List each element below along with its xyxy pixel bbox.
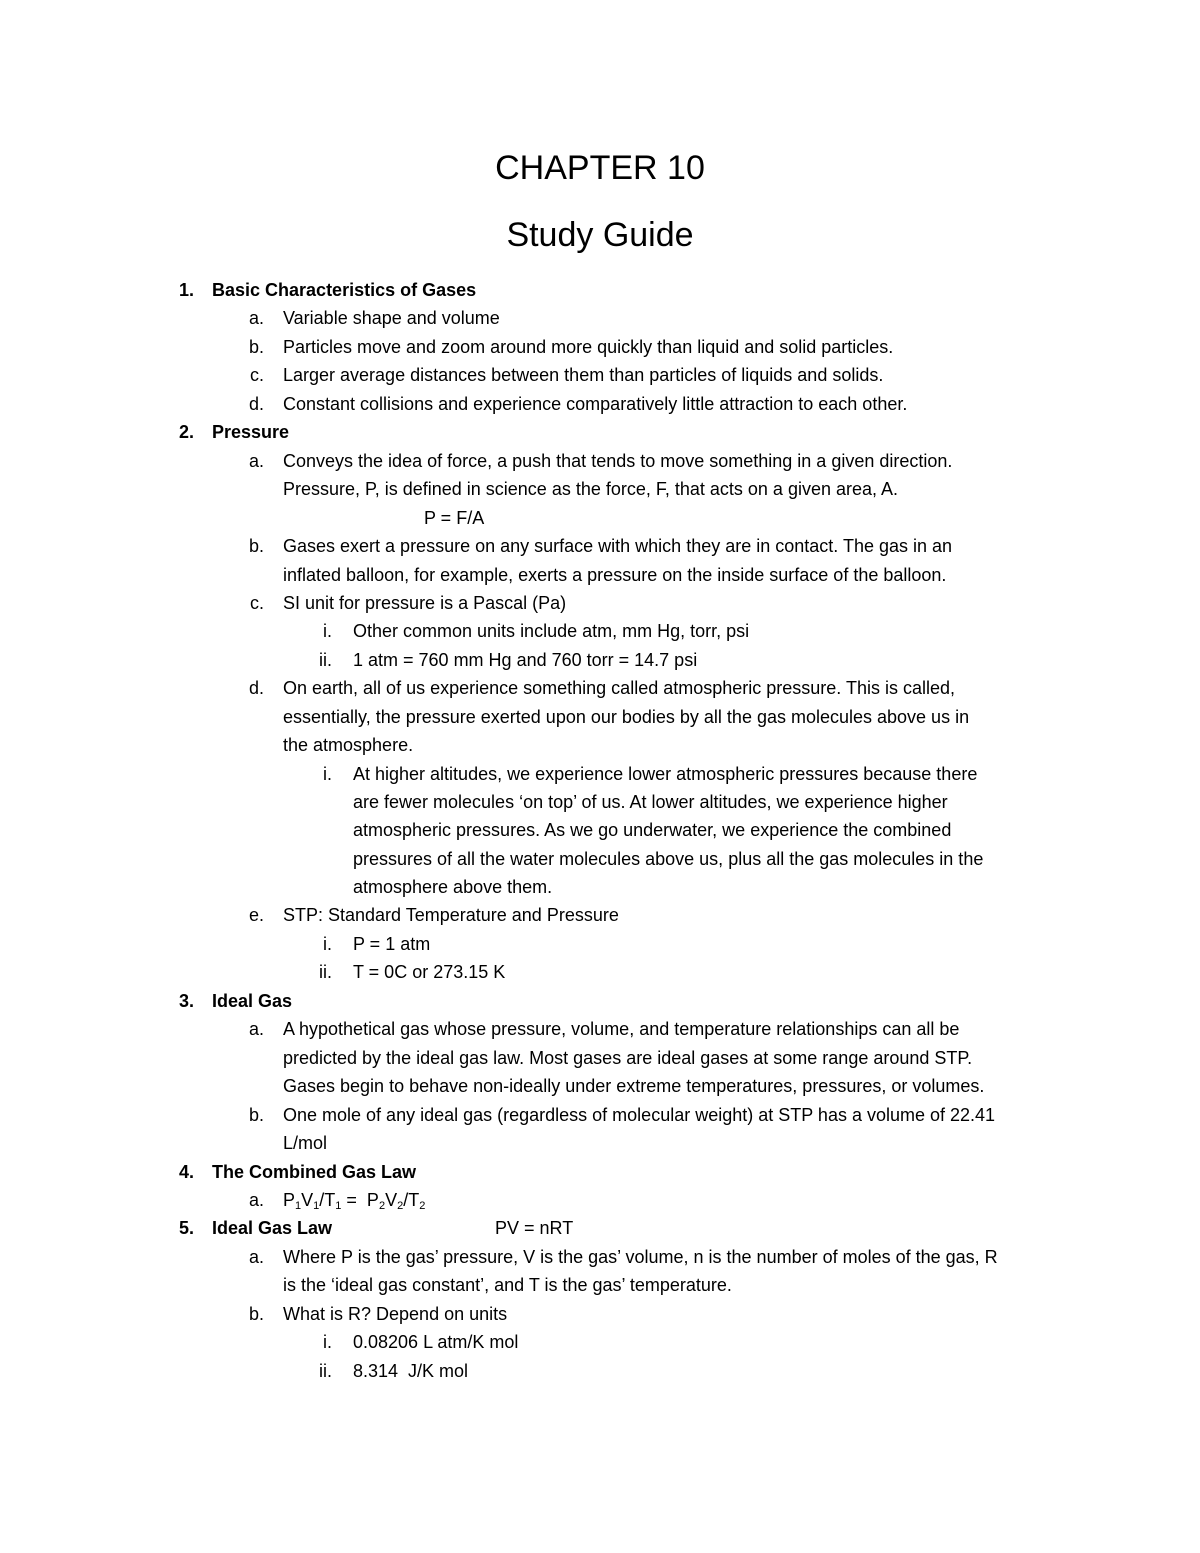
subitem-label: i. (323, 764, 332, 784)
item-text: On earth, all of us experience something called atmospheric pressure. This is called, (283, 678, 956, 698)
chapter-title: CHAPTER 10 (495, 149, 705, 187)
item-text: One mole of any ideal gas (regardless of molecular weight) at STP has a volume of 22.41 (283, 1105, 996, 1125)
item-text: Constant collisions and experience comparatively little attraction to each other. (283, 394, 908, 414)
item-label: b. (248, 337, 264, 357)
item-label: c. (249, 365, 264, 385)
subitem-label: i. (323, 1332, 332, 1352)
item-text: L/mol (283, 1133, 328, 1153)
item-label: a. (248, 451, 264, 471)
subitem-text: T = 0C or 273.15 K (353, 962, 506, 982)
item-text: Larger average distances between them than particles of liquids and solids. (283, 365, 884, 385)
section-heading: Ideal Gas (212, 991, 293, 1011)
item-text: is the ‘ideal gas constant’, and T is the gas’ temperature. (283, 1275, 732, 1295)
item-text: Pressure, P, is defined in science as the force, F, that acts on a given area, A. (283, 479, 899, 499)
combined-gas-law-formula: $P_1V_1/T_1 = P_2V_2/T_2$ (283, 1190, 426, 1212)
item-text: Where P is the gas’ pressure, V is the gas’ volume, n is the number of moles of the gas, R (283, 1247, 998, 1267)
item-text: SI unit for pressure is a Pascal (Pa) (283, 593, 567, 613)
item-text: essentially, the pressure exerted upon our bodies by all the gas molecules above us in (283, 707, 970, 727)
section-number: 5. (178, 1218, 194, 1238)
item-label: a. (248, 1190, 264, 1210)
subitem-text: 1 atm = 760 mm Hg and 760 torr = 14.7 psi (353, 650, 698, 670)
section-number: 4. (178, 1162, 194, 1182)
item-label: a. (248, 1247, 264, 1267)
item-text: Variable shape and volume (283, 308, 500, 328)
item-label: a. (248, 1019, 264, 1039)
item-text: the atmosphere. (283, 735, 414, 755)
item-text: A hypothetical gas whose pressure, volume, and temperature relationships can all be (283, 1019, 960, 1039)
subitem-text: atmosphere above them. (353, 877, 553, 897)
section-heading: Ideal Gas Law (212, 1218, 333, 1238)
section-heading: Basic Characteristics of Gases (212, 280, 477, 300)
section-number: 2. (178, 422, 194, 442)
section-number: 3. (178, 991, 194, 1011)
item-text: Gases begin to behave non-ideally under extreme temperatures, pressures, or volumes. (283, 1076, 985, 1096)
subitem-text: pressures of all the water molecules above us, plus all the gas molecules in the (353, 849, 984, 869)
item-text: predicted by the ideal gas law. Most gases are ideal gases at some range around STP. (283, 1048, 973, 1068)
subitem-label: i. (323, 934, 332, 954)
item-text: inflated balloon, for example, exerts a pressure on the inside surface of the balloon. (283, 565, 947, 585)
section-number: 1. (178, 280, 194, 300)
item-label: b. (248, 536, 264, 556)
pressure-formula: P = F/A (424, 508, 485, 528)
item-text: Gases exert a pressure on any surface with which they are in contact. The gas in an (283, 536, 953, 556)
subitem-text: 8.314 J/K mol (353, 1361, 469, 1381)
subitem-text: atmospheric pressures. As we go underwater, we experience the combined (353, 820, 952, 840)
subitem-label: i. (323, 621, 332, 641)
item-label: d. (248, 678, 264, 698)
item-label: e. (248, 905, 264, 925)
item-label: d. (248, 394, 264, 414)
item-text: What is R? Depend on units (283, 1304, 508, 1324)
subitem-text: Other common units include atm, mm Hg, torr, psi (353, 621, 750, 641)
subitem-label: ii. (319, 962, 332, 982)
section-heading: Pressure (212, 422, 290, 442)
subitem-text: 0.08206 L atm/K mol (353, 1332, 519, 1352)
item-text: Conveys the idea of force, a push that tends to move something in a given direction. (283, 451, 953, 471)
subitem-text: P = 1 atm (353, 934, 431, 954)
subitem-text: At higher altitudes, we experience lower atmospheric pressures because there (353, 764, 978, 784)
item-text: Particles move and zoom around more quickly than liquid and solid particles. (283, 337, 894, 357)
ideal-gas-law-formula: PV = nRT (495, 1218, 574, 1238)
item-label: b. (248, 1304, 264, 1324)
subitem-text: are fewer molecules ‘on top’ of us. At lower altitudes, we experience higher (353, 792, 948, 812)
section-heading: The Combined Gas Law (212, 1162, 417, 1182)
subitem-label: ii. (319, 1361, 332, 1381)
item-label: c. (249, 593, 264, 613)
item-label: b. (248, 1105, 264, 1125)
item-label: a. (248, 308, 264, 328)
item-text: STP: Standard Temperature and Pressure (283, 905, 619, 925)
subitem-label: ii. (319, 650, 332, 670)
page-subtitle: Study Guide (506, 216, 694, 254)
